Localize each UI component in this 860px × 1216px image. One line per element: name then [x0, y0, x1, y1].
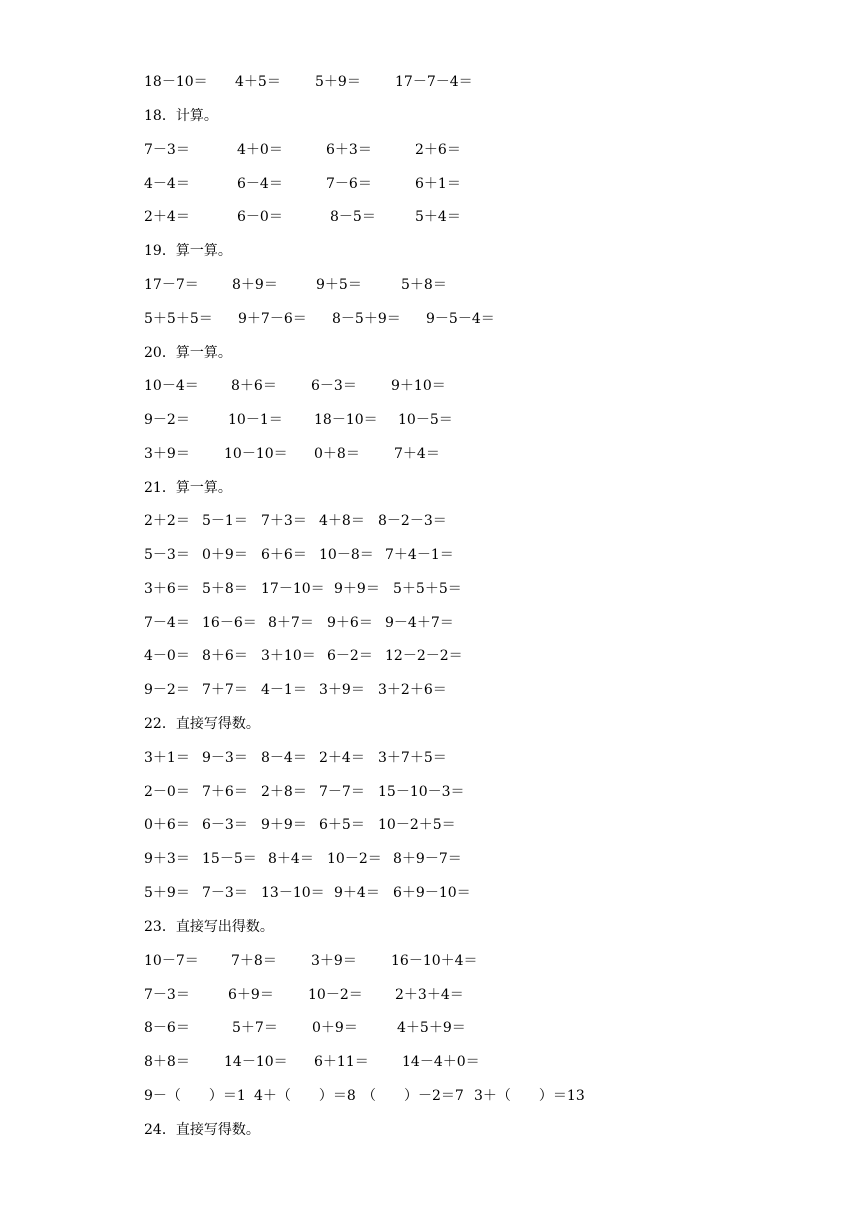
equation: 7－3＝ — [144, 142, 190, 158]
equation: 3＋9＝ — [319, 682, 365, 698]
equation: 9－2＝ — [144, 682, 190, 698]
equation: 15－5＝ — [202, 851, 257, 867]
equation: 0＋8＝ — [314, 446, 360, 462]
question-heading: 24．直接写得数。 — [144, 1122, 260, 1138]
equation: 5＋4＝ — [415, 209, 461, 225]
equation: 2＋3＋4＝ — [395, 987, 464, 1003]
equation: 5＋9＝ — [144, 885, 190, 901]
equation: 13－10＝ — [261, 885, 325, 901]
equation: 5＋8＝ — [202, 581, 248, 597]
equation: 10－2＝ — [327, 851, 382, 867]
equation: 7＋8＝ — [231, 953, 277, 969]
equation: 2＋2＝ — [144, 513, 190, 529]
equation: 3＋6＝ — [144, 581, 190, 597]
equation: 8－5＝ — [330, 209, 376, 225]
equation: 6＋9－10＝ — [393, 885, 471, 901]
equation: 8－6＝ — [144, 1020, 190, 1036]
equation: 4－4＝ — [144, 176, 190, 192]
equation: 0＋9＝ — [202, 547, 248, 563]
equation: 16－10＋4＝ — [391, 953, 478, 969]
equation: 8＋6＝ — [202, 648, 248, 664]
equation: 7－3＝ — [202, 885, 248, 901]
equation: 7－7＝ — [319, 784, 365, 800]
equation: 17－10＝ — [261, 581, 325, 597]
question-heading: 18．计算。 — [144, 108, 218, 124]
equation: 4＋8＝ — [319, 513, 365, 529]
equation: 7＋4＝ — [394, 446, 440, 462]
equation: 4＋5＝ — [235, 74, 281, 90]
equation: 10－2＋5＝ — [378, 817, 456, 833]
equation: 2＋4＝ — [144, 209, 190, 225]
equation: 9－4＋7＝ — [385, 615, 454, 631]
equation: 10－2＝ — [308, 987, 363, 1003]
equation: 2＋6＝ — [415, 142, 461, 158]
equation: 6－0＝ — [237, 209, 283, 225]
question-heading: 19．算一算。 — [144, 243, 232, 259]
equation: 6－3＝ — [202, 817, 248, 833]
equation: 3＋7＋5＝ — [378, 750, 447, 766]
equation: 9＋3＝ — [144, 851, 190, 867]
equation: 6＋9＝ — [228, 987, 274, 1003]
equation: 9＋10＝ — [391, 378, 446, 394]
equation: 9＋6＝ — [327, 615, 373, 631]
equation: 18－10＝ — [144, 74, 208, 90]
equation: 10－10＝ — [224, 446, 288, 462]
equation: 9＋9＝ — [334, 581, 380, 597]
equation: 9＋4＝ — [334, 885, 380, 901]
equation: 6－4＝ — [237, 176, 283, 192]
equation: 9＋9＝ — [261, 817, 307, 833]
equation: 8＋9＝ — [232, 277, 278, 293]
equation: 16－6＝ — [202, 615, 257, 631]
fill-in-equation: 3＋（ ）＝13 — [474, 1088, 585, 1104]
equation: 4＋0＝ — [237, 142, 283, 158]
equation: 8＋8＝ — [144, 1054, 190, 1070]
equation: 8－5＋9＝ — [332, 311, 401, 327]
equation: 3＋9＝ — [311, 953, 357, 969]
equation: 5－1＝ — [202, 513, 248, 529]
equation: 7＋7＝ — [202, 682, 248, 698]
equation: 6＋3＝ — [326, 142, 372, 158]
fill-in-equation: 9－（ ）＝1 — [144, 1088, 246, 1104]
equation: 14－10＝ — [224, 1054, 288, 1070]
equation: 3＋1＝ — [144, 750, 190, 766]
equation: 5－3＝ — [144, 547, 190, 563]
equation: 3＋10＝ — [261, 648, 316, 664]
equation: 6－3＝ — [311, 378, 357, 394]
equation: 2－0＝ — [144, 784, 190, 800]
equation: 4－0＝ — [144, 648, 190, 664]
question-heading: 21．算一算。 — [144, 480, 232, 496]
fill-in-equation: （ ）－2＝7 — [362, 1088, 464, 1104]
equation: 10－1＝ — [228, 412, 283, 428]
question-heading: 20．算一算。 — [144, 345, 232, 361]
equation: 5＋8＝ — [401, 277, 447, 293]
equation: 10－4＝ — [144, 378, 199, 394]
equation: 2＋8＝ — [261, 784, 307, 800]
equation: 9－3＝ — [202, 750, 248, 766]
equation: 8－2－3＝ — [378, 513, 447, 529]
equation: 9＋7－6＝ — [238, 311, 307, 327]
equation: 7－6＝ — [326, 176, 372, 192]
equation: 4－1＝ — [261, 682, 307, 698]
equation: 3＋9＝ — [144, 446, 190, 462]
equation: 7＋3＝ — [261, 513, 307, 529]
equation: 12－2－2＝ — [385, 648, 463, 664]
equation: 7－3＝ — [144, 987, 190, 1003]
equation: 8＋9－7＝ — [393, 851, 462, 867]
equation: 15－10－3＝ — [378, 784, 465, 800]
equation: 5＋9＝ — [315, 74, 361, 90]
equation: 9－2＝ — [144, 412, 190, 428]
equation: 17－7－4＝ — [395, 74, 473, 90]
question-heading: 22．直接写得数。 — [144, 716, 260, 732]
equation: 10－8＝ — [319, 547, 374, 563]
equation: 8＋7＝ — [268, 615, 314, 631]
equation: 5＋5＋5＝ — [393, 581, 462, 597]
equation: 8＋6＝ — [231, 378, 277, 394]
equation: 10－5＝ — [398, 412, 453, 428]
equation: 0＋9＝ — [312, 1020, 358, 1036]
equation: 2＋4＝ — [319, 750, 365, 766]
equation: 5＋5＋5＝ — [144, 311, 213, 327]
question-heading: 23．直接写出得数。 — [144, 919, 274, 935]
equation: 14－4＋0＝ — [402, 1054, 480, 1070]
equation: 6－2＝ — [327, 648, 373, 664]
equation: 17－7＝ — [144, 277, 199, 293]
equation: 8＋4＝ — [268, 851, 314, 867]
equation: 7＋6＝ — [202, 784, 248, 800]
equation: 6＋6＝ — [261, 547, 307, 563]
equation: 18－10＝ — [314, 412, 378, 428]
equation: 5＋7＝ — [232, 1020, 278, 1036]
equation: 8－4＝ — [261, 750, 307, 766]
equation: 0＋6＝ — [144, 817, 190, 833]
fill-in-equation: 4＋（ ）＝8 — [254, 1088, 356, 1104]
equation: 6＋1＝ — [415, 176, 461, 192]
equation: 7－4＝ — [144, 615, 190, 631]
equation: 10－7＝ — [144, 953, 199, 969]
equation: 6＋11＝ — [314, 1054, 369, 1070]
equation: 3＋2＋6＝ — [378, 682, 447, 698]
equation: 4＋5＋9＝ — [397, 1020, 466, 1036]
equation: 9＋5＝ — [316, 277, 362, 293]
equation: 6＋5＝ — [319, 817, 365, 833]
equation: 7＋4－1＝ — [385, 547, 454, 563]
equation: 9－5－4＝ — [426, 311, 495, 327]
